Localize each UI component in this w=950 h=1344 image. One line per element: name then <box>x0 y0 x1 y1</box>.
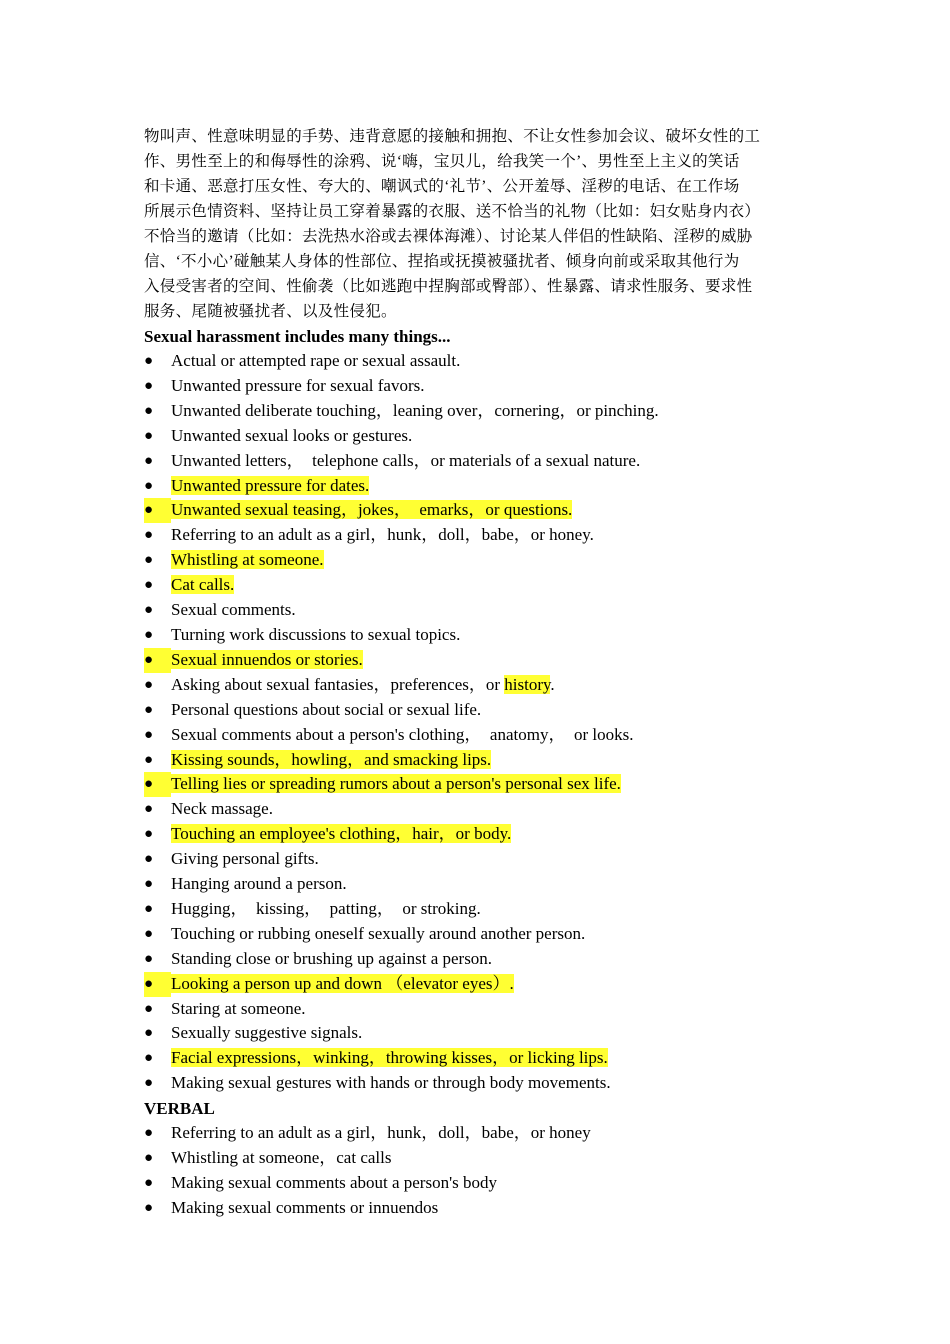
bullet-icon: ● <box>144 402 154 419</box>
bullet-icon: ● <box>144 377 154 394</box>
intro-line: 和卡通、恶意打压女性、夸大的、嘲讽式的‘礼节’、公开羞辱、淫秽的电话、在工作场 <box>144 178 740 195</box>
list-item <box>144 1046 808 1071</box>
list-item <box>144 623 808 648</box>
list-item-text: Sexually suggestive signals. <box>171 1023 363 1043</box>
bullet-icon: ● <box>144 1199 154 1216</box>
list-item <box>144 723 808 748</box>
verbal-list <box>144 1121 808 1221</box>
list-item <box>144 598 808 623</box>
list-item <box>144 548 808 573</box>
list-item <box>144 424 808 449</box>
list-item <box>144 1171 808 1196</box>
harassment-list <box>144 349 808 1096</box>
list-item <box>144 1021 808 1046</box>
bullet-icon: ● <box>144 826 154 843</box>
bullet-icon: ● <box>144 602 154 619</box>
intro-line: 不恰当的邀请（比如：去洗热水浴或去裸体海滩）、讨论某人伴侣的性缺陷、淫秽的威胁 <box>144 228 753 245</box>
list-item-text: Making sexual gestures with hands or through body movements. <box>171 1073 611 1093</box>
bullet-icon: ● <box>144 876 154 893</box>
list-item-text: Staring at someone. <box>171 998 306 1018</box>
list-item <box>144 772 808 797</box>
bullet-icon: ● <box>144 772 171 797</box>
list-item <box>144 897 808 922</box>
list-item-text: Personal questions about social or sexual life. <box>171 699 482 719</box>
bullet-icon: ● <box>144 900 154 917</box>
list-item <box>144 872 808 897</box>
list-item-text: Standing close or brushing up against a person. <box>171 948 493 968</box>
list-item-text: Whistling at someone. <box>171 550 324 570</box>
bullet-icon: ● <box>144 353 154 369</box>
list-item-text: Unwanted pressure for dates. <box>171 475 370 495</box>
list-item-text: Sexual comments. <box>171 600 296 620</box>
list-item <box>144 797 808 822</box>
bullet-icon: ● <box>144 626 154 643</box>
bullet-icon: ● <box>144 1050 154 1067</box>
bullet-icon: ● <box>144 751 154 768</box>
list-item <box>144 673 808 698</box>
list-item <box>144 1121 808 1146</box>
list-item-text: Looking a person up and down （elevator eyes）. <box>171 973 514 993</box>
list-item-tail: . <box>550 674 555 694</box>
bullet-icon: ● <box>144 648 171 673</box>
list-item-text: Touching an employee's clothing，hair，or body. <box>171 824 512 844</box>
list-item-text: Making sexual comments or innuendos <box>171 1197 439 1217</box>
list-item-text: Neck massage. <box>171 799 273 819</box>
bullet-icon: ● <box>144 1150 154 1167</box>
verbal-heading: VERBAL <box>144 1099 215 1119</box>
list-item-text: Unwanted pressure for sexual favors. <box>171 375 425 395</box>
section-heading: Sexual harassment includes many things... <box>144 327 451 346</box>
bullet-icon: ● <box>144 1075 154 1092</box>
bullet-icon: ● <box>144 527 154 544</box>
list-item-text: Hanging around a person. <box>171 874 347 894</box>
document-page <box>144 124 808 1221</box>
bullet-icon: ● <box>144 676 154 693</box>
bullet-icon: ● <box>144 452 154 469</box>
intro-line: 物叫声、性意味明显的手势、违背意愿的接触和拥抱、不让女性参加会议、破坏女性的工 <box>144 128 761 145</box>
list-item <box>144 1071 808 1096</box>
list-item-text: Unwanted deliberate touching，leaning over，cornering，or pinching. <box>171 400 659 420</box>
list-item <box>144 922 808 947</box>
list-item <box>144 997 808 1022</box>
list-item-text: Referring to an adult as a girl，hunk，doll，babe，or honey. <box>171 525 594 545</box>
bullet-icon: ● <box>144 925 154 942</box>
list-item <box>144 449 808 474</box>
bullet-icon: ● <box>144 498 171 523</box>
highlighted-word: history <box>504 674 551 694</box>
list-item <box>144 972 808 997</box>
bullet-icon: ● <box>144 1125 154 1142</box>
list-item <box>144 374 808 399</box>
list-item <box>144 822 808 847</box>
list-item-text: Making sexual comments about a person's body <box>171 1173 498 1192</box>
intro-line: 服务、尾随被骚扰者、以及性侵犯。 <box>144 303 397 320</box>
bullet-icon: ● <box>144 1175 154 1191</box>
list-item <box>144 748 808 773</box>
list-item-text: Hugging， kissing， patting， or stroking. <box>171 898 481 918</box>
list-item <box>144 474 808 499</box>
list-item-text: Sexual innuendos or stories. <box>171 649 363 669</box>
intro-line: 作、男性至上的和侮辱性的涂鸦、说‘嗨，宝贝儿，给我笑一个’、男性至上主义的笑话 <box>144 153 740 170</box>
intro-paragraph <box>144 124 808 324</box>
intro-line: 信、‘不小心’碰触某人身体的性部位、捏掐或抚摸被骚扰者、倾身向前或采取其他行为 <box>144 253 740 270</box>
list-item <box>144 1196 808 1221</box>
list-item-text: Sexual comments about a person's clothing， anatomy， or looks. <box>171 724 634 744</box>
bullet-icon: ● <box>144 851 154 868</box>
list-item-text: Unwanted sexual looks or gestures. <box>171 425 413 445</box>
list-item-text: Unwanted letters， telephone calls，or materials of a sexual nature. <box>171 450 641 470</box>
list-item-text: Cat calls. <box>171 575 235 595</box>
list-item <box>144 498 808 523</box>
list-item-text: Telling lies or spreading rumors about a person's personal sex life. <box>171 774 621 794</box>
list-item-text: Facial expressions，winking，throwing kisses，or licking lips. <box>171 1048 608 1068</box>
list-item-text: Kissing sounds，howling，and smacking lips. <box>171 749 492 769</box>
list-item-text: Turning work discussions to sexual topics. <box>171 624 461 644</box>
list-item <box>144 698 808 723</box>
list-item <box>144 847 808 872</box>
bullet-icon: ● <box>144 972 171 997</box>
list-item <box>144 947 808 972</box>
list-item-text: Actual or attempted rape or sexual assault. <box>171 351 461 370</box>
list-item <box>144 349 808 374</box>
bullet-icon: ● <box>144 427 154 444</box>
bullet-icon: ● <box>144 801 154 818</box>
bullet-icon: ● <box>144 552 154 569</box>
list-item-text: Touching or rubbing oneself sexually around another person. <box>171 923 586 943</box>
list-item-text: Giving personal gifts. <box>171 849 319 869</box>
intro-line: 入侵受害者的空间、性偷袭（比如逃跑中捏胸部或臀部）、性暴露、请求性服务、要求性 <box>144 278 753 295</box>
bullet-icon: ● <box>144 726 154 743</box>
list-item <box>144 648 808 673</box>
bullet-icon: ● <box>144 477 154 494</box>
bullet-icon: ● <box>144 701 154 718</box>
list-item-text: Whistling at someone，cat calls <box>171 1148 392 1168</box>
bullet-icon: ● <box>144 577 154 594</box>
list-item-text: Asking about sexual fantasies，preferences，or <box>171 674 505 694</box>
bullet-icon: ● <box>144 1025 154 1042</box>
list-item-text: Referring to an adult as a girl，hunk，doll，babe，or honey <box>171 1123 591 1143</box>
bullet-icon: ● <box>144 950 154 967</box>
list-item-text: Unwanted sexual teasing，jokes， emarks，or questions. <box>171 500 573 520</box>
list-item <box>144 399 808 424</box>
list-item <box>144 523 808 548</box>
bullet-icon: ● <box>144 1000 154 1017</box>
list-item <box>144 1146 808 1171</box>
intro-line: 所展示色情资料、坚持让员工穿着暴露的衣服、送不恰当的礼物（比如：妇女贴身内衣） <box>144 203 761 220</box>
list-item <box>144 573 808 598</box>
